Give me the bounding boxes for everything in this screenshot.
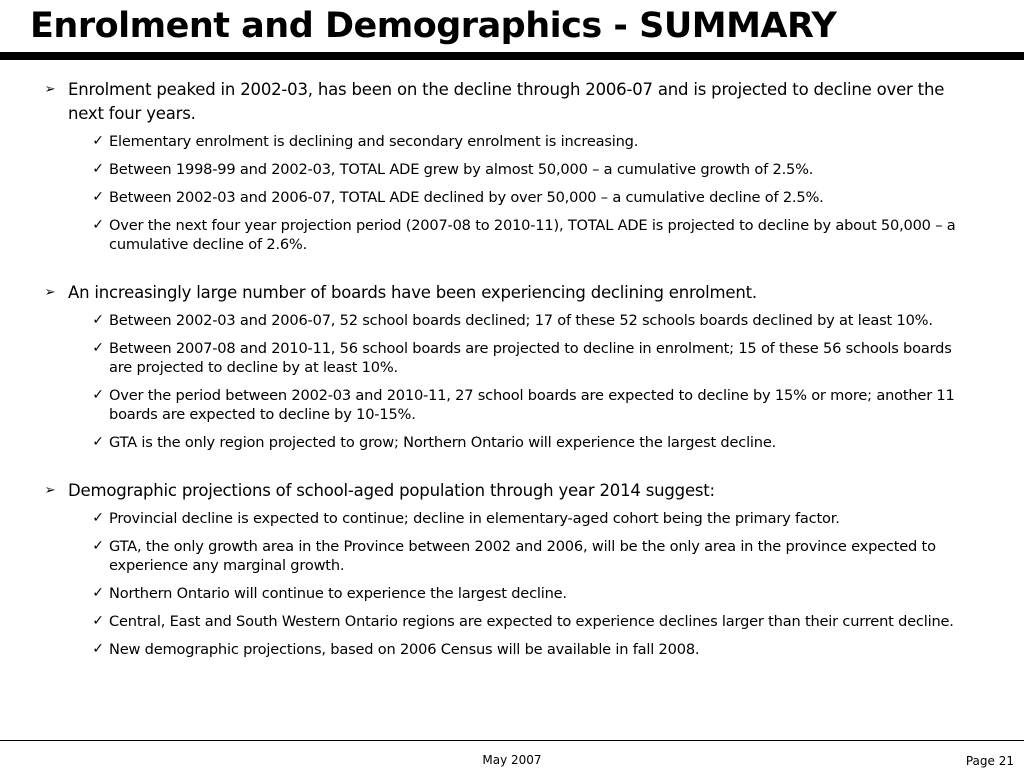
main-bullet-text: Demographic projections of school-aged population through year 2014 suggest: [68,481,715,500]
checkmark-icon: ✓ [92,133,104,149]
main-bullet [0,281,1024,305]
arrow-bullet-icon: ➢ [44,82,56,97]
checkmark-icon: ✓ [92,312,104,328]
checkmark-icon: ✓ [92,538,104,554]
sub-bullet-text: Northern Ontario will continue to experience the largest decline. [109,585,567,602]
sub-bullet-list [0,132,1024,254]
sub-bullet [0,160,1024,179]
sub-bullet-text: New demographic projections, based on 2006 Census will be available in fall 2008. [109,641,700,658]
checkmark-icon: ✓ [92,510,104,526]
title-divider [0,52,1024,60]
footer-date: May 2007 [482,753,542,767]
arrow-bullet-icon: ➢ [44,285,56,300]
sub-bullet-text: Central, East and South Western Ontario regions are expected to experience declines larger than their current decline. [109,613,954,630]
sub-bullet [0,612,1024,631]
checkmark-icon: ✓ [92,217,104,233]
main-bullet [0,78,1024,126]
sub-bullet-text: Elementary enrolment is declining and secondary enrolment is increasing. [109,133,639,150]
footer-divider [0,740,1024,741]
sub-bullet-text: Between 1998-99 and 2002-03, TOTAL ADE grew by almost 50,000 – a cumulative growth of 2.5%. [109,161,814,178]
sub-bullet-list [0,509,1024,659]
page-number: Page 21 [965,754,1014,768]
sub-bullet [0,311,1024,330]
sub-bullet [0,188,1024,207]
main-bullet-text: An increasingly large number of boards have been experiencing declining enrolment. [68,283,757,302]
sub-bullet [0,386,1024,424]
slide-body [0,78,1024,686]
sub-bullet-text: Between 2002-03 and 2006-07, 52 school boards declined; 17 of these 52 schools boards declined by at least 10%. [109,312,933,329]
sub-bullet [0,132,1024,151]
checkmark-icon: ✓ [92,434,104,450]
sub-bullet [0,433,1024,452]
section-enrolment [0,78,1024,254]
checkmark-icon: ✓ [92,613,104,629]
page-title: Enrolment and Demographics - SUMMARY [30,6,837,46]
section-demographics [0,479,1024,659]
checkmark-icon: ✓ [92,641,104,657]
checkmark-icon: ✓ [92,161,104,177]
arrow-bullet-icon: ➢ [44,483,56,498]
checkmark-icon: ✓ [92,340,104,356]
checkmark-icon: ✓ [92,387,104,403]
main-bullet-text: Enrolment peaked in 2002-03, has been on the decline through 2006-07 and is projected to decline over the next four years. [68,80,945,123]
checkmark-icon: ✓ [92,585,104,601]
sub-bullet [0,640,1024,659]
sub-bullet-list [0,311,1024,452]
sub-bullet-text: Between 2002-03 and 2006-07, TOTAL ADE declined by over 50,000 – a cumulative decline of 2.5%. [109,189,824,206]
sub-bullet [0,584,1024,603]
sub-bullet-text: Provincial decline is expected to continue; decline in elementary-aged cohort being the primary factor. [109,510,840,527]
main-bullet [0,479,1024,503]
sub-bullet [0,339,1024,377]
sub-bullet-text: GTA, the only growth area in the Province between 2002 and 2006, will be the only area in the province expected to experience any marginal growth. [109,538,936,574]
sub-bullet [0,537,1024,575]
section-boards [0,281,1024,452]
sub-bullet [0,509,1024,528]
sub-bullet-text: Between 2007-08 and 2010-11, 56 school boards are projected to decline in enrolment; 15 of these 56 schools boards are projected to decline by at least 10%. [109,340,952,376]
sub-bullet-text: GTA is the only region projected to grow; Northern Ontario will experience the largest decline. [109,434,777,451]
sub-bullet-text: Over the period between 2002-03 and 2010-11, 27 school boards are expected to decline by 15% or more; another 11 boards are expected to decline by 10-15%. [109,387,955,423]
checkmark-icon: ✓ [92,189,104,205]
sub-bullet [0,216,1024,254]
sub-bullet-text: Over the next four year projection period (2007-08 to 2010-11), TOTAL ADE is projected to decline by about 50,000 – a cumulative decline of 2.6%. [109,217,956,253]
